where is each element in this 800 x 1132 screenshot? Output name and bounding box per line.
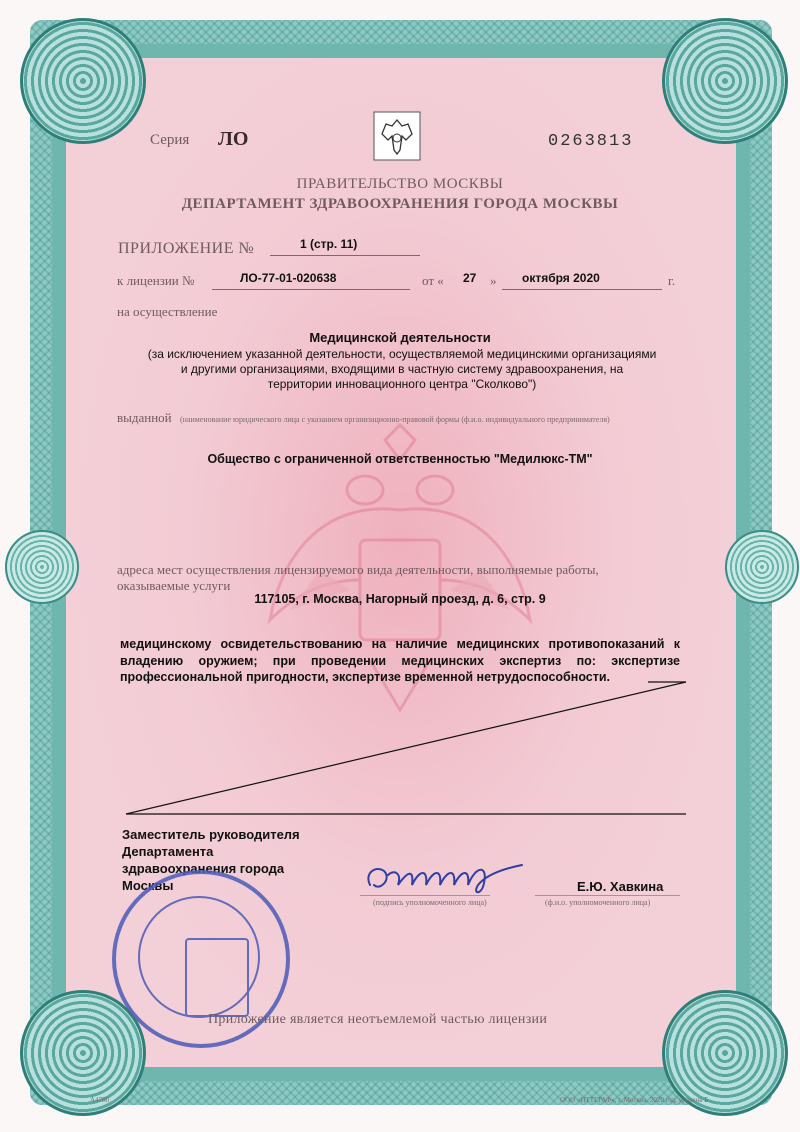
date-underline [502,289,662,290]
appendix-label: ПРИЛОЖЕНИЕ № [118,240,255,257]
activity-line-2: и другими организациями, входящими в частную систему здравоохранения, на [180,362,624,376]
name-line [535,895,680,896]
department-line: ДЕПАРТАМЕНТ ЗДРАВООХРАНЕНИЯ ГОРОДА МОСКВЫ [181,196,619,212]
year-suffix: г. [668,273,676,288]
license-day: 27 [463,271,477,285]
printer-credit: ООО «ИТТГРАФ», г. Москва, 2020 год, уровень Б [560,1096,709,1104]
series-label: Серия [150,132,190,148]
services-line-3: профессиональной пригодности, экспертизе временной нетрудоспособности. [120,670,611,684]
stamp-emblem-icon [185,938,249,1017]
name-hint: (ф.и.о. уполномоченного лица) [545,898,651,907]
footer-note: Приложение является неотъемлемой частью лицензии [208,1012,548,1027]
services-line-2: владению оружием; при проведении медицинских экспертиз по: экспертизе [120,654,680,668]
address-value: 117105, г. Москва, Нагорный проезд, д. 6, стр. 9 [254,592,546,606]
form-code-left: А4780 [90,1096,110,1104]
activity-label: на осуществление [117,304,218,319]
appendix-underline [270,255,420,256]
signer-title-line-4: Москвы [122,878,174,893]
signature-hint: (подпись уполномоченного лица) [373,898,487,907]
issued-hint: (наименование юридического лица с указанием организационно-правовой формы (ф.и.о. индивидуального предпринимателя) [180,415,610,424]
z-strike-line [118,670,690,820]
appendix-value: 1 (стр. 11) [300,237,358,251]
signer-title-line-3: здравоохранения города [122,861,285,876]
organization-name: Общество с ограниченной ответственностью "Медилюкс-ТМ" [207,452,593,466]
signature-line [360,895,490,896]
coat-of-arms-icon [372,110,422,162]
handwritten-signature-icon [362,855,532,900]
address-label-line-1: адреса мест осуществления лицензируемого вида деятельности, выполняемые работы, [117,562,599,577]
date-close-quote: » [490,273,497,288]
signer-title-line-2: Департамента [122,844,214,859]
activity-title: Медицинской деятельности [309,330,491,345]
address-label-line-2: оказываемые услуги [117,578,231,593]
license-number: ЛО-77-01-020638 [240,271,337,285]
series-value: ЛО [218,128,249,150]
stamp-inner-ring [138,896,260,1018]
side-rosette-icon [725,530,799,604]
signer-name: Е.Ю. Хавкина [577,879,664,894]
corner-rosette-icon [20,18,146,144]
license-underline [212,289,410,290]
services-line-1: медицинскому освидетельствованию на наличие медицинских противопоказаний к [120,637,680,651]
license-label: к лицензии № [117,273,195,288]
license-form-number: 0263813 [548,132,634,151]
corner-rosette-icon [662,18,788,144]
license-month-year: октября 2020 [522,271,600,285]
government-line: ПРАВИТЕЛЬСТВО МОСКВЫ [296,176,504,192]
activity-line-3: территории инновационного центра "Сколково") [267,377,537,391]
date-from-label: от « [422,273,444,288]
issued-label: выданной [117,410,172,425]
side-rosette-icon [5,530,79,604]
activity-line-1: (за исключением указанной деятельности, осуществляемой медицинскими организациями [147,347,657,361]
signer-title-line-1: Заместитель руководителя [122,827,300,842]
